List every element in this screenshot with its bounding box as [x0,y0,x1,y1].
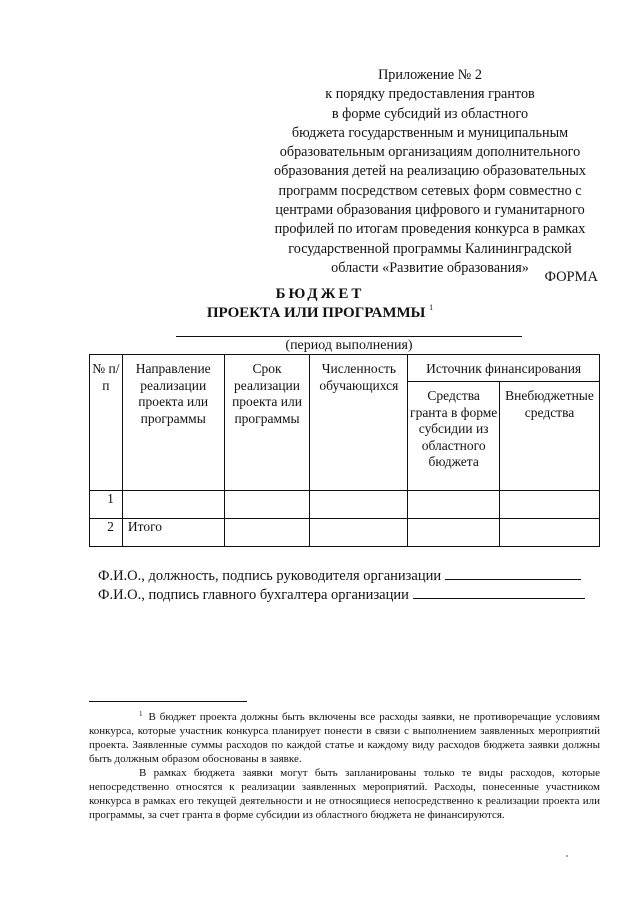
table-cell [408,519,500,547]
appendix-header [255,66,605,278]
subtitle-text: ПРОЕКТА ИЛИ ПРОГРАММЫ [206,305,426,321]
footnote-paragraph [89,707,600,766]
appendix-line: государственной программы Калининградской [288,240,572,257]
appendix-line: области «Развитие образования» [331,259,529,276]
budget-table [89,354,600,547]
footnote-separator [89,701,247,702]
signature-accountant [98,585,585,604]
document-title: БЮДЖЕТ [275,286,365,302]
title-footnote-mark: 1 [429,303,434,312]
header-extra-funds: Внебюджетные средства [500,382,600,491]
table-cell [408,491,500,519]
appendix-line: к порядку предоставления грантов [325,86,535,103]
signature-head-blank [445,566,581,580]
appendix-line: Приложение № 2 [378,67,482,83]
scan-speck [566,855,568,857]
period-fill-line [176,336,522,337]
table-cell [224,519,310,547]
footnotes [89,707,600,822]
table-row [90,519,600,547]
table-cell [224,491,310,519]
header-direction: Направление реализации проекта или программы [122,355,224,491]
signature-head-label: Ф.И.О., должность, подпись руководителя организации [98,568,442,584]
appendix-line: образования детей на реализацию образовательных [274,163,586,180]
signature-head [98,566,581,585]
appendix-line: в форме субсидий из областного [331,105,529,122]
document-subtitle [0,303,640,322]
footnote-text-2: В рамках бюджета заявки могут быть запланированы только те виды расходов, которые непосредственно относятся к реализации заявленных мероприятий. Расходы, понесенные участником конкурса в рамках его текущей деятельности и не относящиеся непосредственно к реализации проекта или программы, за счет гранта в форме субсидии из областного бюджета не финансируются. [89,767,600,821]
table-cell [500,491,600,519]
footnote-text-1: В бюджет проекта должны быть включены все расходы заявки, не противоречащие условиям конкурса, которые участник конкурса планирует понести в связи с выполнением заявленных мероприятий проекта. Заявленные суммы расходов по каждой статье и каждому виду расходов бюджета заявки должны быть должным образом обоснованы в заявке. [89,711,600,765]
footnote-mark: 1 [139,710,143,718]
footnote-paragraph [89,766,600,822]
appendix-line: профилей по итогам проведения конкурса в рамках [274,221,586,238]
table-cell [310,491,408,519]
signature-accountant-label: Ф.И.О., подпись главного бухгалтера организации [98,587,409,603]
appendix-line: центрами образования цифрового и гуманитарного [275,202,585,219]
table-cell [310,519,408,547]
row-label [122,491,224,519]
form-label: ФОРМА [544,269,598,285]
appendix-line: бюджета государственным и муниципальным [291,124,569,141]
row-label: Итого [122,519,224,547]
appendix-line: образовательным организациям дополнительного [279,144,581,161]
period-label: (период выполнения) [285,338,413,353]
table-cell [500,519,600,547]
header-source: Источник финансирования [408,355,600,382]
header-num: № п/п [90,355,123,491]
row-num: 1 [90,491,123,519]
signature-accountant-blank [413,585,585,599]
row-num: 2 [90,519,123,547]
appendix-line: программ посредством сетевых форм совместно с [278,182,582,199]
header-grant-funds: Средства гранта в форме субсидии из областного бюджета [408,382,500,491]
header-term: Срок реализации проекта или программы [224,355,310,491]
header-students: Численность обучающихся [310,355,408,491]
table-row [90,491,600,519]
